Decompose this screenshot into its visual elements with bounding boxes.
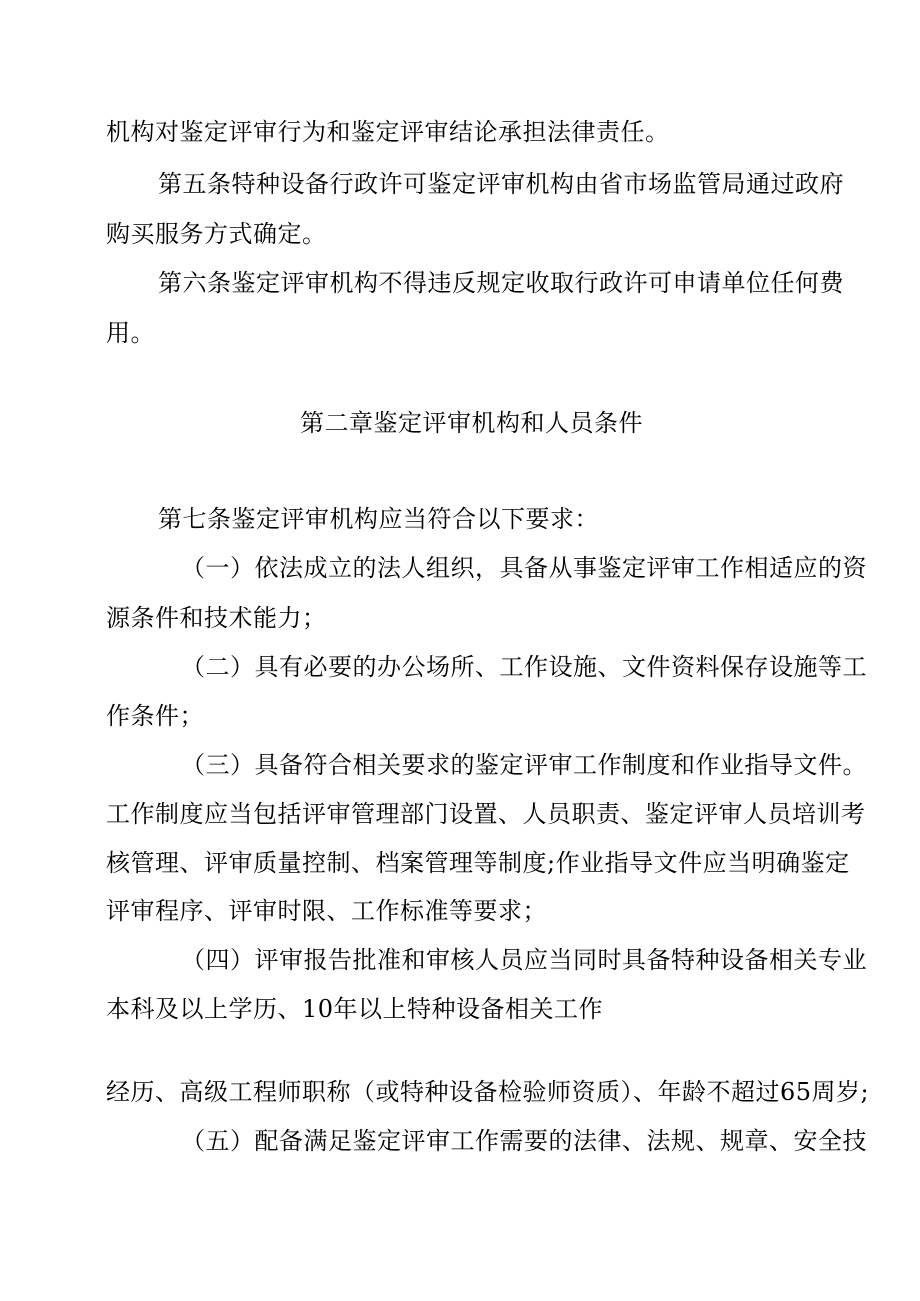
text-line: 工作制度应当包括评审管理部门设置、人员职责、鉴定评审人员培训考 [106, 800, 866, 828]
list-item-5: （五）配备满足鉴定评审工作需要的法律、法规、规章、安全技 [181, 1127, 867, 1155]
text-line: 源条件和技术能力； [106, 604, 327, 632]
text-line: 核管理、评审质量控制、档案管理等制度;作业指导文件应当明确鉴定 [106, 849, 850, 877]
text-line: 作条件； [106, 702, 204, 730]
list-item-3: （三）具备符合相关要求的鉴定评审工作制度和作业指导文件。 [181, 751, 867, 779]
list-item-1: （一）依法成立的法人组织，具备从事鉴定评审工作相适应的资 [181, 554, 867, 582]
text-line: 用。 [106, 319, 155, 347]
article-6-text: 第六条鉴定评审机构不得违反规定收取行政许可申请单位任何费 [158, 269, 844, 297]
text-line: 评审程序、评审时限、工作标准等要求； [106, 897, 547, 925]
text-line: 机构对鉴定评审行为和鉴定评审结论承担法律责任。 [106, 118, 670, 146]
article-5-text: 第五条特种设备行政许可鉴定评审机构由省市场监管局通过政府 [158, 170, 844, 198]
list-item-4: （四）评审报告批准和审核人员应当同时具备特种设备相关专业 [181, 946, 867, 974]
text-line: 经历、高级工程师职称（或特种设备检验师资质）、年龄不超过65周岁; [106, 1078, 870, 1106]
chapter-heading: 第二章鉴定评审机构和人员条件 [300, 409, 643, 437]
list-item-2: （二）具有必要的办公场所、工作设施、文件资料保存设施等工 [181, 653, 867, 681]
text-line: 购买服务方式确定。 [106, 220, 327, 248]
text-line: 本科及以上学历、10年以上特种设备相关工作 [106, 995, 604, 1023]
article-7-text: 第七条鉴定评审机构应当符合以下要求： [158, 505, 599, 533]
